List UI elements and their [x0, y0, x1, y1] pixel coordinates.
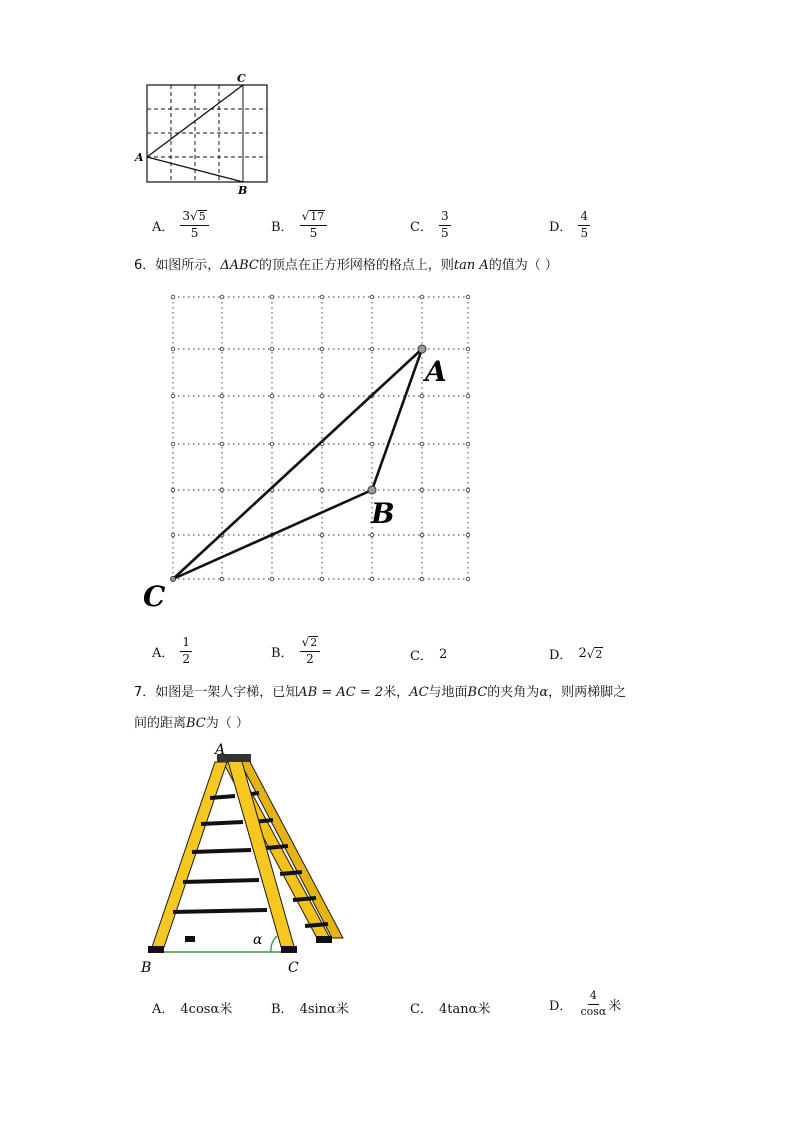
q7-option-b[interactable]	[271, 998, 349, 1017]
option-letter: C．	[410, 219, 433, 235]
grid-point	[171, 295, 175, 299]
grid-point	[420, 577, 424, 581]
grid-point	[270, 295, 274, 299]
grid-point	[220, 488, 224, 492]
side-CA	[173, 349, 422, 579]
q6-label-C: C	[143, 580, 166, 613]
grid-point	[171, 442, 175, 446]
option-letter: A．	[152, 645, 175, 661]
q7-ladder-figure	[135, 740, 355, 980]
grid-point	[171, 347, 175, 351]
option-value: 4cosα米	[180, 1002, 233, 1017]
grid-point	[320, 488, 324, 492]
q7-option-a[interactable]	[152, 998, 232, 1017]
grid-point	[420, 442, 424, 446]
q7-label-B: B	[141, 960, 152, 976]
option-letter: A．	[152, 219, 175, 235]
fraction: $\frac{4}{5}$	[580, 209, 589, 240]
q5-option-c[interactable]	[410, 210, 451, 241]
grid-point	[270, 394, 274, 398]
option-letter: B．	[271, 219, 294, 235]
grid-point	[466, 442, 470, 446]
q5-label-A: A	[135, 151, 144, 164]
grid-point	[320, 347, 324, 351]
fraction: $\frac{4}{\cos\alpha}$	[580, 989, 607, 1018]
question-number: 7．	[134, 685, 156, 700]
q6-option-b[interactable]	[271, 636, 320, 667]
option-letter: A．	[152, 1002, 175, 1017]
grid-point	[320, 533, 324, 537]
q6-label-B: B	[371, 497, 395, 530]
q5-grid-figure	[130, 70, 280, 200]
grid-point	[220, 295, 224, 299]
option-letter: C．	[410, 1002, 433, 1017]
grid-point	[220, 577, 224, 581]
option-value: 2	[438, 647, 448, 662]
q7-option-d[interactable]	[549, 990, 621, 1018]
side-AB	[372, 349, 422, 490]
q5-option-b[interactable]	[271, 210, 327, 241]
option-letter: B．	[271, 645, 294, 661]
grid-point	[420, 295, 424, 299]
vertex-A	[418, 345, 426, 353]
q7-label-C: C	[288, 960, 299, 976]
grid-point	[466, 347, 470, 351]
q7-option-c[interactable]	[410, 998, 490, 1017]
grid-point	[466, 488, 470, 492]
q6-label-A: A	[425, 355, 447, 388]
grid-point	[466, 577, 470, 581]
vertex-C	[171, 577, 176, 582]
grid-point	[370, 295, 374, 299]
vertex-B	[368, 486, 376, 494]
grid-point	[370, 533, 374, 537]
q6-question-text: 6．如图所示，ΔABC的顶点在正方形网格的格点上，则tan A的值为（ ）	[134, 258, 558, 273]
fraction: $\frac{1}{2}$	[182, 635, 191, 666]
grid-point	[270, 347, 274, 351]
grid-point	[466, 533, 470, 537]
grid-point	[370, 347, 374, 351]
unit: 米	[608, 998, 622, 1014]
grid-point	[370, 577, 374, 581]
grid-point	[220, 442, 224, 446]
q5-option-a[interactable]	[152, 210, 209, 241]
grid-point	[320, 295, 324, 299]
fraction: 3 √ 5 5	[180, 210, 208, 241]
grid-point	[171, 533, 175, 537]
option-letter: D．	[549, 219, 573, 235]
option-letter: B．	[271, 1002, 294, 1017]
fraction: $\frac{3}{5}$	[440, 209, 449, 240]
q6-option-a[interactable]	[152, 636, 192, 667]
grid-point	[171, 394, 175, 398]
q7-question-text-line2: 间的距离BC为（ ）	[134, 716, 249, 731]
q6-grid-figure	[140, 285, 490, 620]
grid-point	[171, 488, 175, 492]
grid-point	[220, 347, 224, 351]
grid-point	[220, 394, 224, 398]
q5-option-d[interactable]	[549, 210, 590, 241]
grid-point	[466, 295, 470, 299]
grid-point	[466, 394, 470, 398]
fraction: √ 17 5	[300, 210, 328, 241]
option-letter: C．	[410, 649, 433, 664]
fraction: √ 2 2	[300, 636, 321, 667]
grid-point	[420, 394, 424, 398]
question-number: 6．	[134, 258, 156, 273]
q7-label-A: A	[215, 742, 226, 758]
q6-option-d[interactable]: D． 2 √ 2	[549, 646, 603, 663]
q5-label-C: C	[237, 72, 246, 85]
q7-question-text: 7．如图是一架人字梯，已知AB = AC = 2米，AC与地面BC的夹角为α，则两梯脚之	[134, 685, 627, 700]
option-value: 4tanα米	[438, 1002, 491, 1017]
q6-option-c[interactable]	[410, 645, 447, 664]
option-letter: D．	[549, 648, 573, 663]
q5-label-B: B	[238, 184, 248, 197]
grid-point	[320, 577, 324, 581]
grid-point	[420, 488, 424, 492]
grid-point	[420, 533, 424, 537]
grid-point	[370, 442, 374, 446]
q7-label-alpha: α	[253, 932, 263, 948]
grid-point	[270, 442, 274, 446]
grid-point	[320, 394, 324, 398]
option-letter: D．	[549, 998, 573, 1014]
grid-point	[270, 577, 274, 581]
option-value: 4sinα米	[299, 1002, 349, 1017]
